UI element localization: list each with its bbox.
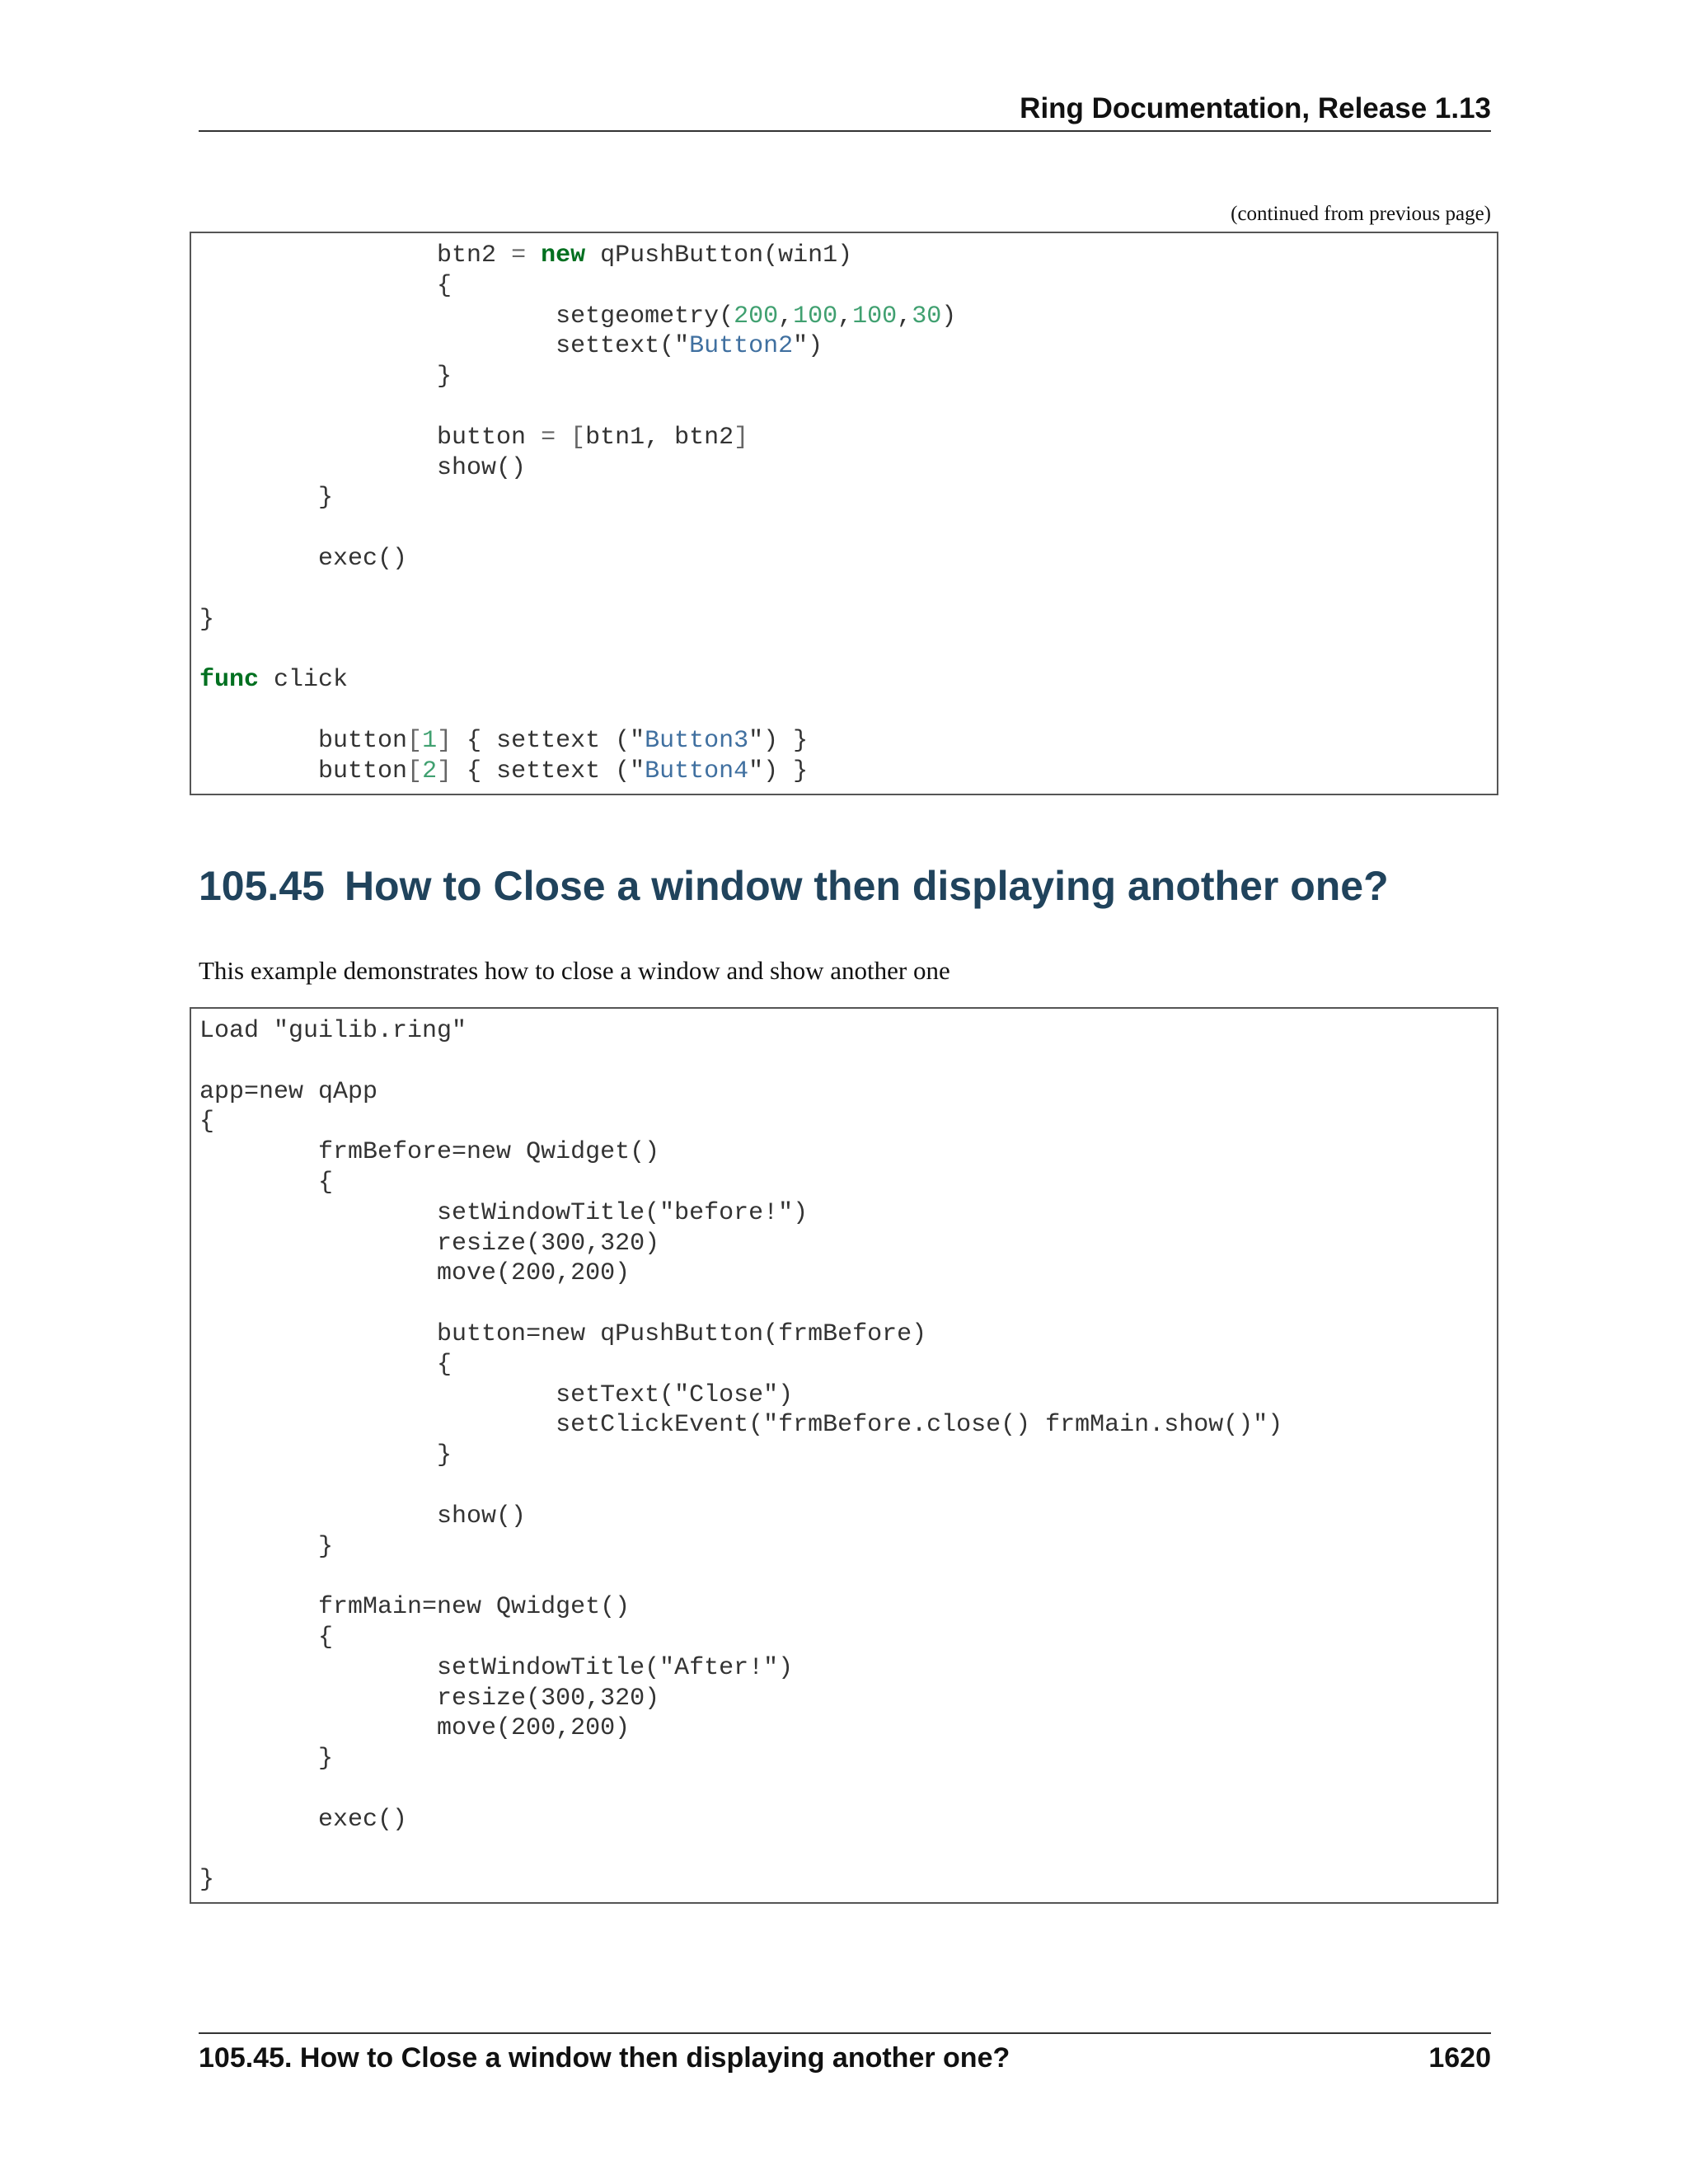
section-heading [199, 862, 1389, 910]
code-block-continued [190, 232, 1498, 795]
code-block-continued-text: btn2 = new qPushButton(win1) { setgeometry(200,100,100,30) settext("Button2") } button = [btn1, btn2] show() } exec() } func click button[1] { settext ("Button3") } button[2] { settext ("Button4") } [199, 241, 957, 785]
page-footer [199, 2032, 1491, 2074]
footer-section-ref: 105.45. How to Close a window then displaying another one? [199, 2042, 1010, 2074]
code-block-example [190, 1007, 1498, 1904]
section-number: 105.45 [199, 863, 325, 909]
section-title-text: How to Close a window then displaying another one? [344, 863, 1389, 909]
code-block-example-text: Load "guilib.ring" app=new qApp { frmBefore=new Qwidget() { setWindowTitle("before!") resize(300,320) move(200,200) button=new qPushButton(frmBefore) { setText("Close") setClickEvent("frmBefore.close() frmMain.show()") } show() } frmMain=new Qwidget() { setWindowTitle("After!") resize(300,320) move(200,200) } exec() } [199, 1017, 1283, 1895]
section-paragraph: This example demonstrates how to close a window and show another one [199, 956, 950, 985]
page-header [199, 89, 1491, 132]
continued-note: (continued from previous page) [1231, 203, 1491, 225]
header-title: Ring Documentation, Release 1.13 [1020, 92, 1491, 124]
footer-page-number: 1620 [1428, 2042, 1491, 2074]
